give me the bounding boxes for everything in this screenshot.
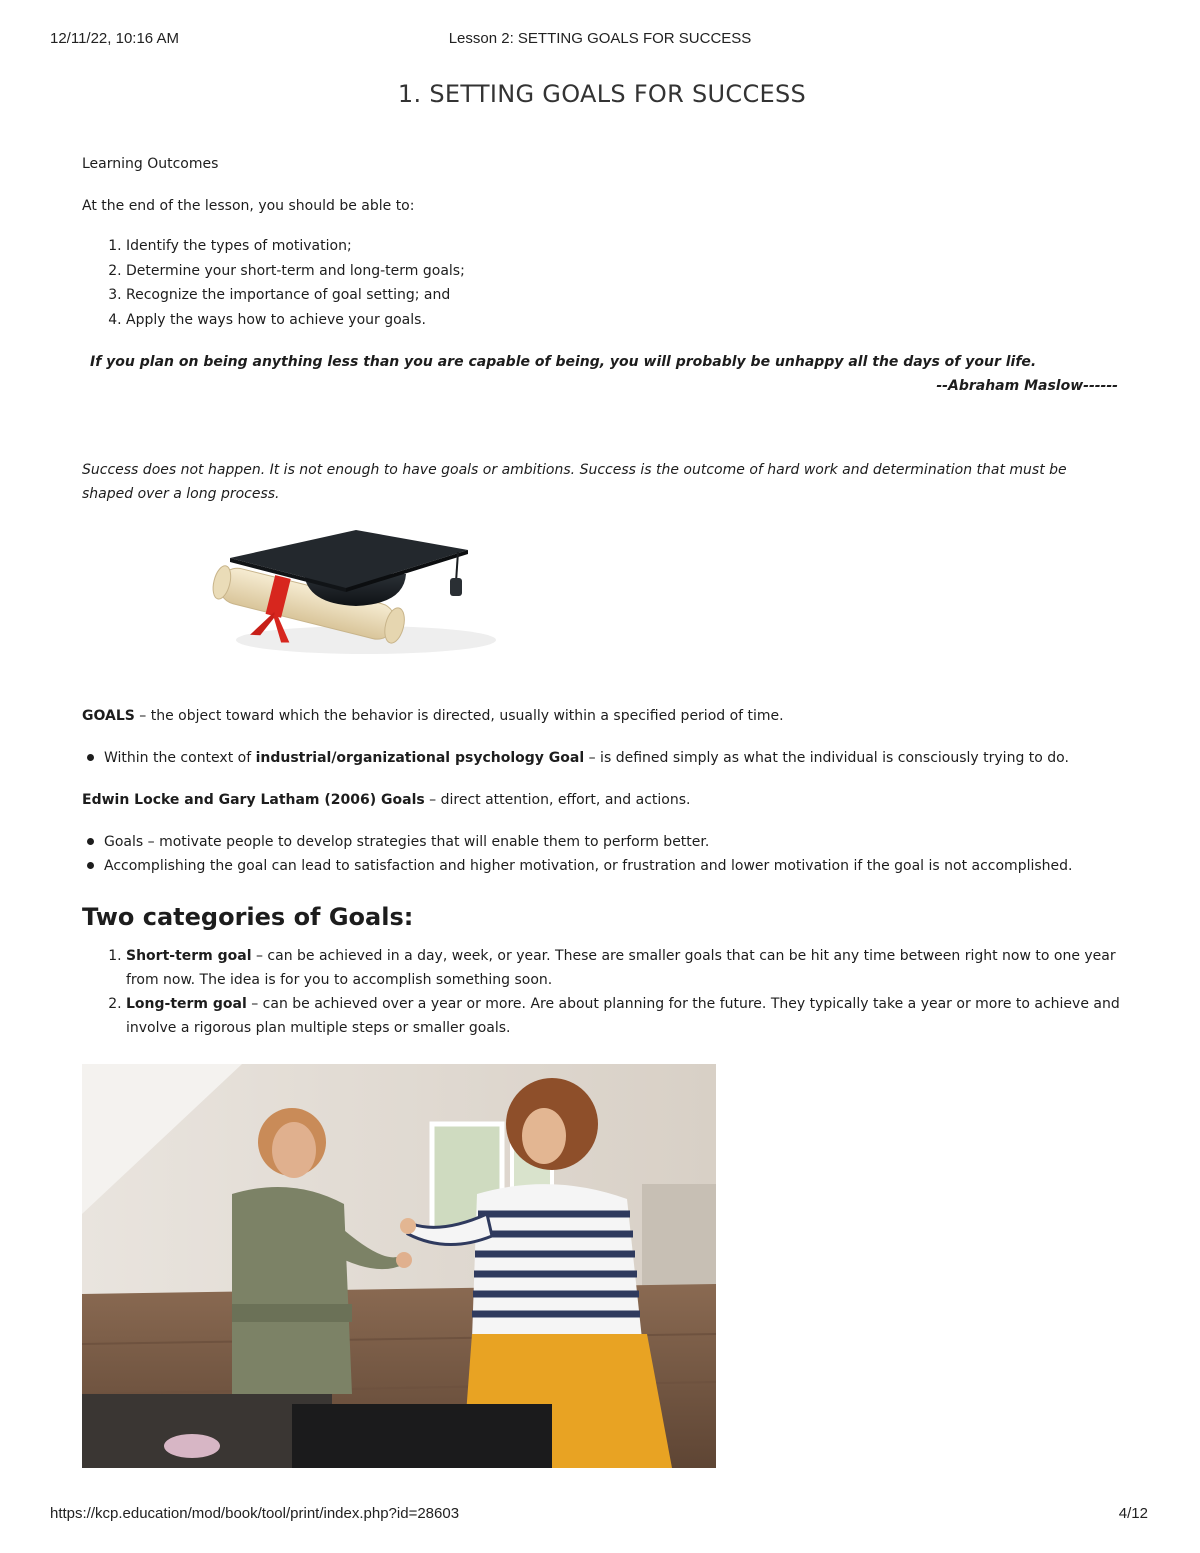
maslow-quote: If you plan on being anything less than you are capable of being, you will probably be unhappy all the days of your life. — [90, 354, 1037, 370]
category-term: Long-term goal — [126, 996, 247, 1012]
print-footer — [0, 1505, 1200, 1525]
locke-latham-text: – direct attention, effort, and actions. — [424, 792, 691, 808]
book-chapter-content — [82, 76, 1122, 1468]
outcome-item: 4. Apply the ways how to achieve your goals. — [126, 308, 1122, 333]
goals-definition — [82, 704, 1122, 728]
goal-bullet-list — [82, 830, 1122, 878]
locke-latham-term: Edwin Locke and Gary Latham (2006) Goals — [82, 792, 425, 808]
quote-author: --Abraham Maslow------ — [936, 378, 1118, 394]
print-url: https://kcp.education/mod/book/tool/print/index.php?id=28603 — [50, 1505, 460, 1522]
print-header — [0, 30, 1200, 50]
goals-definition-text: – the object toward which the behavior is directed, usually within a specified period of time. — [134, 708, 784, 724]
io-bullet-prefix: Within the context of — [104, 750, 256, 766]
list-item — [126, 944, 1122, 992]
graduation-cap-and-diploma-icon — [206, 530, 496, 670]
outcome-item: 2. Determine your short-term and long-term goals; — [126, 259, 1122, 284]
category-text: – can be achieved over a year or more. Are about planning for the future. They typically take a year or more to achieve and involve a rigorous plan multiple steps or smaller goals. — [126, 996, 1120, 1036]
io-psychology-bullet-list — [82, 746, 1122, 770]
list-item: Goals – motivate people to develop strategies that will enable them to perform better. — [104, 830, 1122, 854]
women-handing-over-keys-photo — [82, 1064, 716, 1468]
goal-categories-list — [82, 944, 1122, 1040]
outcome-item: 1. Identify the types of motivation; — [126, 234, 1122, 259]
print-datetime: 12/11/22, 10:16 AM — [50, 30, 179, 47]
print-doc-title: Lesson 2: SETTING GOALS FOR SUCCESS — [448, 30, 752, 47]
success-paragraph: Success does not happen. It is not enough to have goals or ambitions. Success is the outcome of hard work and determination that must be shaped over a long process. — [82, 462, 1067, 502]
page-number: 4/12 — [1118, 1505, 1148, 1522]
io-bullet-term: industrial/organizational psychology Goal — [255, 750, 585, 766]
chapter-title: 1. SETTING GOALS FOR SUCCESS — [397, 80, 807, 108]
io-bullet-suffix: – is defined simply as what the individual is consciously trying to do. — [584, 750, 1069, 766]
list-item: Accomplishing the goal can lead to satisfaction and higher motivation, or frustration and lower motivation if the goal is not accomplished. — [104, 854, 1122, 878]
locke-latham-definition — [82, 788, 1122, 812]
category-text: – can be achieved in a day, week, or year. These are smaller goals that can be hit any time between right now to one year from now. The idea is for you to accomplish something soon. — [126, 948, 1116, 988]
list-item — [126, 992, 1122, 1040]
learning-outcomes-list — [82, 234, 1122, 332]
learning-outcomes-heading: Learning Outcomes — [82, 156, 219, 172]
learning-outcomes-intro: At the end of the lesson, you should be able to: — [82, 198, 415, 214]
categories-heading: Two categories of Goals: — [82, 903, 414, 931]
list-item — [104, 746, 1122, 770]
outcome-item: 3. Recognize the importance of goal setting; and — [126, 283, 1122, 308]
category-term: Short-term goal — [126, 948, 252, 964]
goals-term: GOALS — [82, 708, 135, 724]
